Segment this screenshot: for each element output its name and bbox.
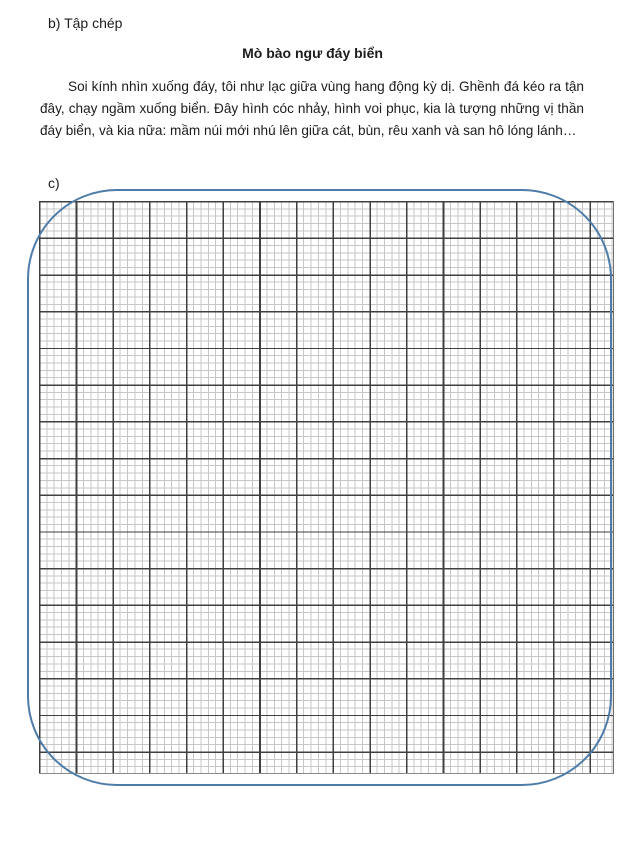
section-c-label: c) — [48, 175, 60, 191]
section-b-label: b) Tập chép — [48, 15, 123, 31]
copy-exercise-title: Mò bào ngư đáy biển — [242, 45, 383, 61]
rounded-border-frame — [27, 189, 612, 786]
copy-exercise-paragraph: Soi kính nhìn xuống đáy, tôi như lạc giữa vùng hang động kỳ dị. Ghềnh đá kéo ra tận đây, chạy ngầm xuống biển. Đây hình cóc nhảy, hình voi phục, kia là tượng những vị thần đáy biển, và kia nữa: mầm núi mới nhú lên giữa cát, bùn, rêu xanh và san hô lóng lánh… — [40, 79, 584, 138]
